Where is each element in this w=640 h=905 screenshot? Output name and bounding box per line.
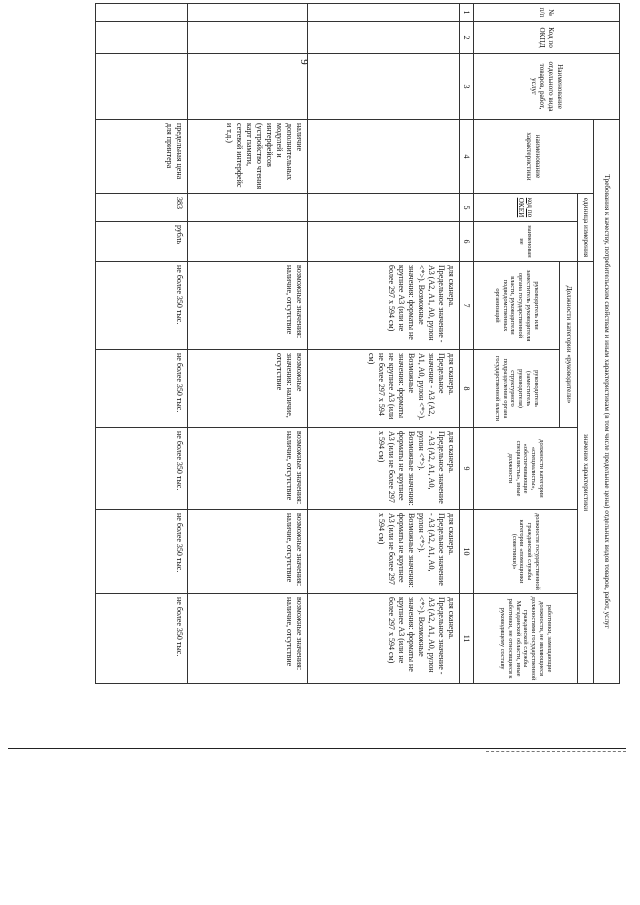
- table-cell: [308, 22, 460, 54]
- header-requirements: Требования к качеству, потребительским свойствам и иным характеристикам (в том числе предельные цены) отдельных видов товаров, работ, услуг: [594, 120, 620, 684]
- price-col-7: не более 350 тыс.: [96, 262, 188, 350]
- col-number: 4: [460, 120, 474, 194]
- table-cell: [308, 194, 460, 222]
- header-unit: единица измерения: [578, 194, 594, 262]
- col-number: 9: [460, 428, 474, 510]
- header-col-9: должности категории «специалисты», «обеспечивающие специалисты», иные должности: [474, 428, 578, 510]
- col-number: 8: [460, 350, 474, 428]
- scanner-format-col-9: для сканера. Предельное значение - А3 (А2, А1, А0, рулон <*>). Возможные значения: форматы не крупнее А3 (или не более 297 х 594 см): [308, 428, 460, 510]
- col-number: 10: [460, 510, 474, 594]
- table-cell: [188, 194, 308, 222]
- table-cell: [188, 222, 308, 262]
- scanner-format-col-10: для сканера. Предельное значение - А3 (А2, А1, А0, рулон <*>). Возможные значения: форматы не крупнее А3 (или не более 297 х 594 см): [308, 510, 460, 594]
- price-unit-name: рубль: [96, 222, 188, 262]
- header-unit-code: код по ОКЕИ: [474, 194, 578, 222]
- scanner-format-col-8: для сканера. Предельное значение - А3 (А2, А1, А0, рулон <*>). Возможные значения: форматы не крупнее А3 (или не более 297 х 594 см): [308, 350, 460, 428]
- modules-col-7: возможные значения: наличие, отсутствие: [188, 262, 308, 350]
- scan-artifact-line: [8, 748, 626, 749]
- col-number: 7: [460, 262, 474, 350]
- header-col-8: руководитель (заместитель руководителя) структурного подразделения органа государственной власти: [474, 350, 560, 428]
- table-cell: [96, 4, 188, 22]
- table-cell: [308, 54, 460, 120]
- header-col-10: должности государственной гражданской службы категории «помощники (советники)»: [474, 510, 578, 594]
- table-cell: [188, 4, 308, 22]
- header-unit-name: наименование: [474, 222, 578, 262]
- price-col-10: не более 350 тыс.: [96, 510, 188, 594]
- col-number: 1: [460, 4, 474, 22]
- col-number: 11: [460, 594, 474, 684]
- rotated-table-container: [96, 3, 620, 683]
- requirements-table: [95, 3, 620, 684]
- header-col-11: работники, замещающие должности, не являющиеся должностями государственной гражданской службы Магаданской области, иные работники, не относящиеся к руководящему составу: [474, 594, 578, 684]
- header-rukov-group: Должности категории «руководители»: [560, 262, 578, 428]
- modules-col-11: возможные значения: наличие, отсутствие: [188, 594, 308, 684]
- modules-col-9: возможные значения: наличие, отсутствие: [188, 428, 308, 510]
- col-number: 5: [460, 194, 474, 222]
- table-cell: [188, 22, 308, 54]
- table-cell: [96, 22, 188, 54]
- modules-col-10: возможные значения: наличие, отсутствие: [188, 510, 308, 594]
- modules-col-8: возможные значения: наличие, отсутствие: [188, 350, 308, 428]
- modules-char-name: наличие дополнительных модулей и интерфейсов (устройство чтения карт памяти, сетевой интерфейс и т.д.): [188, 120, 308, 194]
- price-col-8: не более 350 тыс.: [96, 350, 188, 428]
- price-col-9: не более 350 тыс.: [96, 428, 188, 510]
- scan-artifact-dashed-line: [486, 751, 626, 752]
- page-number: 9: [298, 59, 310, 65]
- header-np: № п/п: [474, 4, 620, 22]
- table-cell: [308, 4, 460, 22]
- scanner-format-col-7: для сканера. Предельное значение - А3 (А2, А1, А0, рулон <*>). Возможные значения: форматы не крупнее А3 (или не более 297 х 594 см): [308, 262, 460, 350]
- col-number: 2: [460, 22, 474, 54]
- table-cell: [308, 222, 460, 262]
- table-cell: [188, 54, 308, 120]
- col-number: 6: [460, 222, 474, 262]
- header-char-name: наименование характеристики: [474, 120, 594, 194]
- header-okpd: Код по ОКПД: [474, 22, 620, 54]
- header-product-name: Наименование отдельного вида товаров, работ, услуг: [474, 54, 620, 120]
- price-unit-code: 383: [96, 194, 188, 222]
- price-char-name: предельная цена для принтера: [96, 120, 188, 194]
- header-values: значение характеристики: [578, 262, 594, 684]
- col-number: 3: [460, 54, 474, 120]
- header-col-7: руководитель или заместитель руководителя органа государственной власти, руководители подведомственных организаций: [474, 262, 560, 350]
- table-cell: [96, 54, 188, 120]
- scanner-format-col-11: для сканера. Предельное значение - А3 (А2, А1, А0, рулон <*>). Возможные значения: форматы не крупнее А3 (или не более 297 х 594 см): [308, 594, 460, 684]
- price-col-11: не более 350 тыс.: [96, 594, 188, 684]
- table-cell: [308, 120, 460, 194]
